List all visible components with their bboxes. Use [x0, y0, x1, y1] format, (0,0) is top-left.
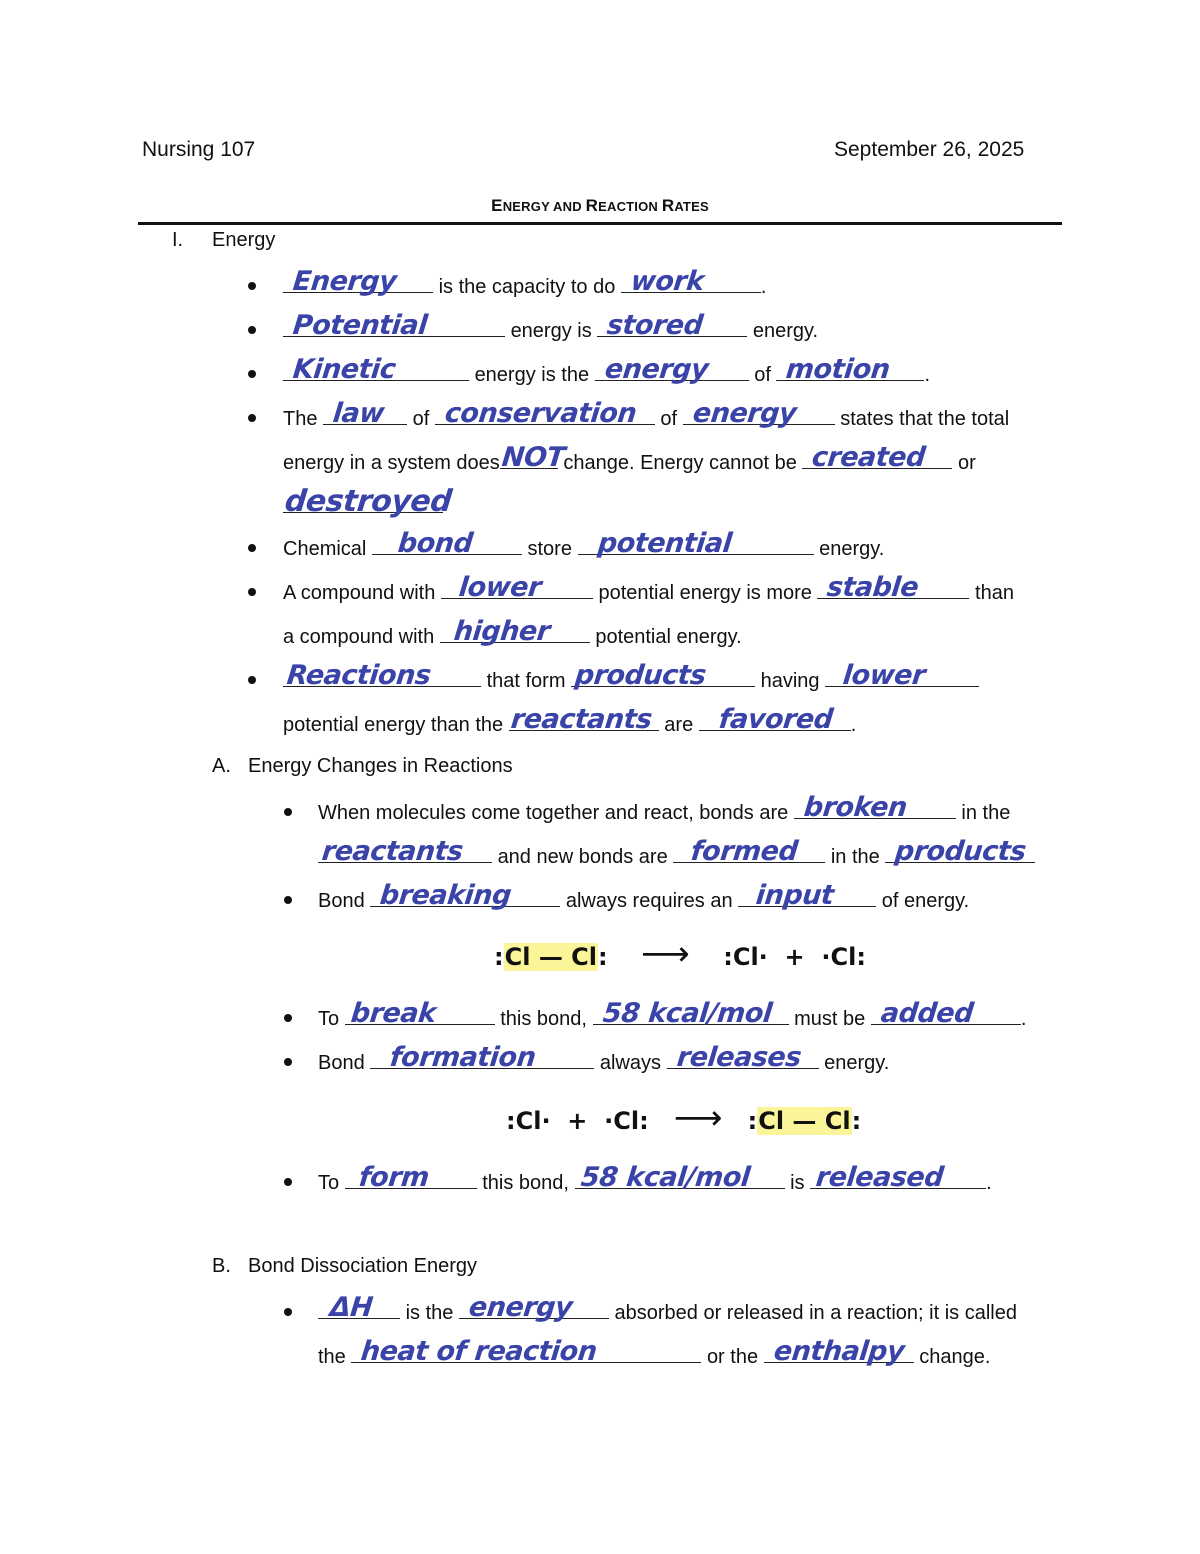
page-title: ENERGY AND REACTION RATES — [491, 196, 709, 215]
bullet — [284, 896, 292, 904]
fill-line — [283, 704, 857, 739]
handwritten-answer: ΔH — [328, 1292, 375, 1323]
bullet — [284, 1058, 292, 1066]
line-text: of — [660, 408, 678, 430]
answer-blank — [435, 398, 655, 429]
bullet — [284, 808, 292, 816]
line-text: change. — [919, 1346, 991, 1368]
line-text: To — [318, 1172, 340, 1194]
handwritten-answer: work — [629, 266, 706, 297]
line-text: absorbed or released in a reaction; it is called — [614, 1302, 1017, 1324]
answer-blank — [372, 528, 522, 559]
bullet — [248, 588, 256, 596]
line-text: of energy. — [881, 890, 970, 912]
line-text: . — [850, 714, 857, 736]
fill-line — [283, 266, 767, 301]
answer-blank — [817, 572, 969, 603]
answer-blank — [699, 704, 851, 735]
line-text: energy is the — [474, 364, 590, 386]
line-text: When molecules come together and react, bonds are — [318, 802, 789, 824]
answer-blank — [500, 442, 566, 473]
answer-blank — [370, 880, 560, 911]
handwritten-answer: lower — [841, 660, 927, 691]
answer-blank — [283, 484, 454, 519]
line-text: the — [318, 1346, 346, 1368]
line-text: Bond — [318, 890, 365, 912]
answer-blank — [885, 836, 1035, 867]
handwritten-answer: stored — [605, 310, 705, 341]
bullet — [284, 1308, 292, 1316]
date: September 26, 2025 — [834, 138, 1025, 161]
handwritten-answer: destroyed — [283, 484, 454, 519]
lone-pair: : — [851, 1107, 862, 1135]
answer-blank — [323, 398, 407, 429]
fill-line — [318, 1042, 890, 1077]
handwritten-answer: potential — [595, 528, 733, 559]
fill-line — [283, 310, 819, 345]
line-text: having — [760, 670, 820, 692]
line-text: always requires an — [565, 890, 733, 912]
answer-blank — [683, 398, 835, 429]
covalent-bond: — — [538, 943, 563, 971]
fill-line — [283, 398, 1010, 433]
handwritten-answer: break — [349, 998, 438, 1029]
line-text: a compound with — [283, 626, 435, 648]
fill-line — [318, 792, 1011, 827]
line-text: potential energy than the — [283, 714, 504, 736]
handwritten-answer: products — [893, 836, 1028, 867]
handwritten-answer: motion — [784, 354, 892, 385]
bond-breaking-equation — [494, 934, 866, 974]
answer-blank — [283, 310, 505, 341]
answer-blank — [802, 442, 952, 473]
handwritten-answer: energy — [603, 354, 710, 385]
answer-blank — [673, 836, 825, 867]
handwritten-answer: favored — [717, 704, 835, 735]
handwritten-answer: heat of reaction — [359, 1336, 599, 1367]
handwritten-answer: added — [879, 998, 975, 1029]
line-text: . — [1020, 1008, 1027, 1030]
line-text: The — [283, 408, 318, 430]
answer-blank — [370, 1042, 594, 1073]
handwritten-answer: Reactions — [285, 660, 433, 691]
bullet — [248, 282, 256, 290]
section-number: B. — [212, 1255, 231, 1277]
section-title: Energy Changes in Reactions — [248, 755, 513, 777]
lone-pair: : — [494, 943, 504, 971]
handwritten-answer: Energy — [291, 266, 398, 297]
bullet — [284, 1178, 292, 1186]
handwritten-answer: input — [754, 880, 836, 911]
line-text: is the — [405, 1302, 454, 1324]
fill-line — [283, 442, 976, 477]
handwritten-answer: law — [331, 398, 386, 429]
chlorine-atom: Cl — [571, 943, 598, 971]
line-text: energy is — [510, 320, 592, 342]
fill-line — [318, 880, 970, 915]
answer-blank — [667, 1042, 819, 1073]
handwritten-answer: breaking — [378, 880, 513, 911]
line-text: of — [754, 364, 771, 386]
answer-blank — [351, 1336, 701, 1367]
line-text: are — [664, 714, 694, 736]
chlorine-atom: Cl — [824, 1107, 851, 1135]
line-text: energy. — [752, 320, 819, 342]
answer-blank — [738, 880, 876, 911]
answer-blank — [810, 1162, 986, 1193]
answer-blank — [509, 704, 659, 735]
fill-line — [318, 1162, 992, 1197]
chlorine-atom: Cl — [515, 1107, 542, 1135]
answer-blank — [345, 1162, 477, 1193]
answer-blank — [597, 310, 747, 341]
handwritten-answer: released — [814, 1162, 945, 1193]
line-text: than — [975, 582, 1014, 604]
line-text: or the — [706, 1346, 759, 1368]
fill-line — [283, 354, 931, 389]
answer-blank — [571, 660, 755, 691]
line-text: . — [986, 1172, 992, 1194]
handwritten-answer: enthalpy — [772, 1336, 906, 1367]
line-text: and new bonds are — [497, 846, 668, 868]
fill-line — [283, 484, 454, 521]
fill-line — [283, 616, 742, 651]
handwritten-answer: lower — [457, 572, 543, 603]
handwritten-answer: stable — [825, 572, 921, 603]
title-rule — [138, 222, 1062, 225]
fill-line — [318, 1292, 1017, 1327]
answer-blank — [318, 836, 492, 867]
line-text: store — [527, 538, 572, 560]
lone-pair: : — [598, 943, 608, 971]
fill-line — [318, 836, 1035, 871]
section-number: I. — [172, 229, 184, 251]
line-text: always — [599, 1052, 661, 1074]
handwritten-answer: created — [810, 442, 928, 473]
line-text: in the — [830, 846, 880, 868]
reaction-arrow: ⟶ — [673, 1098, 723, 1138]
handwritten-answer: Potential — [291, 310, 429, 341]
handwritten-answer: 58 kcal/mol — [600, 998, 773, 1029]
line-text: energy. — [824, 1052, 890, 1074]
line-text: this bond, — [482, 1172, 569, 1194]
handwritten-answer: energy — [691, 398, 798, 429]
answer-blank — [776, 354, 924, 385]
covalent-bond: — — [792, 1107, 817, 1135]
answer-blank — [283, 354, 469, 385]
line-text: this bond, — [500, 1008, 587, 1030]
line-text: that form — [486, 670, 566, 692]
chlorine-atom: Cl — [758, 1107, 785, 1135]
section-title: Energy — [212, 229, 276, 251]
line-text: is — [790, 1172, 805, 1194]
line-text: . — [760, 276, 767, 298]
line-text: Chemical — [283, 538, 367, 560]
bond-formation-equation — [506, 1098, 861, 1138]
chlorine-atom: Cl — [504, 943, 531, 971]
plus-sign: + — [784, 943, 805, 971]
bullet — [248, 326, 256, 334]
answer-blank — [764, 1336, 914, 1367]
chlorine-atom: Cl — [732, 943, 759, 971]
handwritten-answer: reactants — [509, 704, 654, 735]
handwritten-answer: bond — [396, 528, 475, 559]
answer-blank — [440, 616, 590, 647]
answer-blank — [441, 572, 593, 603]
line-text: is the capacity to do — [438, 276, 616, 298]
course-name: Nursing 107 — [142, 138, 256, 161]
fill-line — [283, 660, 979, 695]
line-text: must be — [794, 1008, 866, 1030]
section-number: A. — [212, 755, 231, 777]
lone-pair: : — [639, 1107, 649, 1135]
bullet — [284, 1014, 292, 1022]
handwritten-answer: higher — [452, 616, 552, 647]
fill-line — [318, 998, 1027, 1033]
answer-blank — [825, 660, 979, 691]
chlorine-atom: Cl — [830, 943, 857, 971]
handwritten-answer: 58 kcal/mol — [578, 1162, 751, 1193]
answer-blank — [283, 660, 481, 691]
answer-blank — [578, 528, 814, 559]
line-text: change. Energy cannot be — [563, 452, 797, 474]
line-text: . — [924, 364, 931, 386]
answer-blank — [593, 998, 789, 1029]
radical-electron: · — [758, 943, 768, 971]
fill-line — [283, 572, 1014, 607]
answer-blank — [575, 1162, 785, 1193]
answer-blank — [318, 1292, 400, 1323]
fill-line — [318, 1336, 991, 1371]
reaction-arrow: ⟶ — [641, 934, 690, 974]
handwritten-answer: formation — [388, 1042, 538, 1073]
answer-blank — [621, 266, 761, 297]
handwritten-answer: formed — [689, 836, 800, 867]
line-text: states that the total — [840, 408, 1010, 430]
handwritten-answer: Kinetic — [291, 354, 398, 385]
lone-pair: : — [506, 1107, 516, 1135]
handwritten-answer: reactants — [320, 836, 465, 867]
line-text: potential energy is more — [598, 582, 812, 604]
answer-blank — [345, 998, 495, 1029]
line-text: of — [412, 408, 430, 430]
lone-pair: : — [747, 1107, 758, 1135]
radical-electron: · — [821, 943, 831, 971]
handwritten-answer: broken — [802, 792, 909, 823]
line-text: To — [318, 1008, 340, 1030]
line-text: energy. — [819, 538, 885, 560]
answer-blank — [871, 998, 1021, 1029]
chlorine-atom: Cl — [613, 1107, 640, 1135]
radical-electron: · — [604, 1107, 614, 1135]
lone-pair: : — [723, 943, 733, 971]
line-text: A compound with — [283, 582, 436, 604]
handwritten-answer: products — [573, 660, 708, 691]
line-text: energy in a system does — [283, 452, 500, 474]
line-text: or — [957, 452, 976, 474]
handwritten-answer: energy — [467, 1292, 574, 1323]
bullet — [248, 544, 256, 552]
bullet — [248, 370, 256, 378]
handwritten-answer: releases — [674, 1042, 803, 1073]
bullet — [248, 414, 256, 422]
line-text: Bond — [318, 1052, 365, 1074]
answer-blank — [459, 1292, 609, 1323]
answer-blank — [283, 266, 433, 297]
answer-blank — [595, 354, 749, 385]
answer-blank — [794, 792, 956, 823]
line-text: in the — [961, 802, 1011, 824]
handwritten-answer: NOT — [500, 442, 566, 473]
plus-sign: + — [567, 1107, 588, 1135]
bullet — [248, 676, 256, 684]
lone-pair: : — [856, 943, 866, 971]
fill-line — [283, 528, 885, 563]
handwritten-answer: form — [357, 1162, 431, 1193]
section-title: Bond Dissociation Energy — [248, 1255, 478, 1277]
handwritten-answer: conservation — [443, 398, 638, 429]
line-text: potential energy. — [595, 626, 742, 648]
radical-electron: · — [541, 1107, 551, 1135]
